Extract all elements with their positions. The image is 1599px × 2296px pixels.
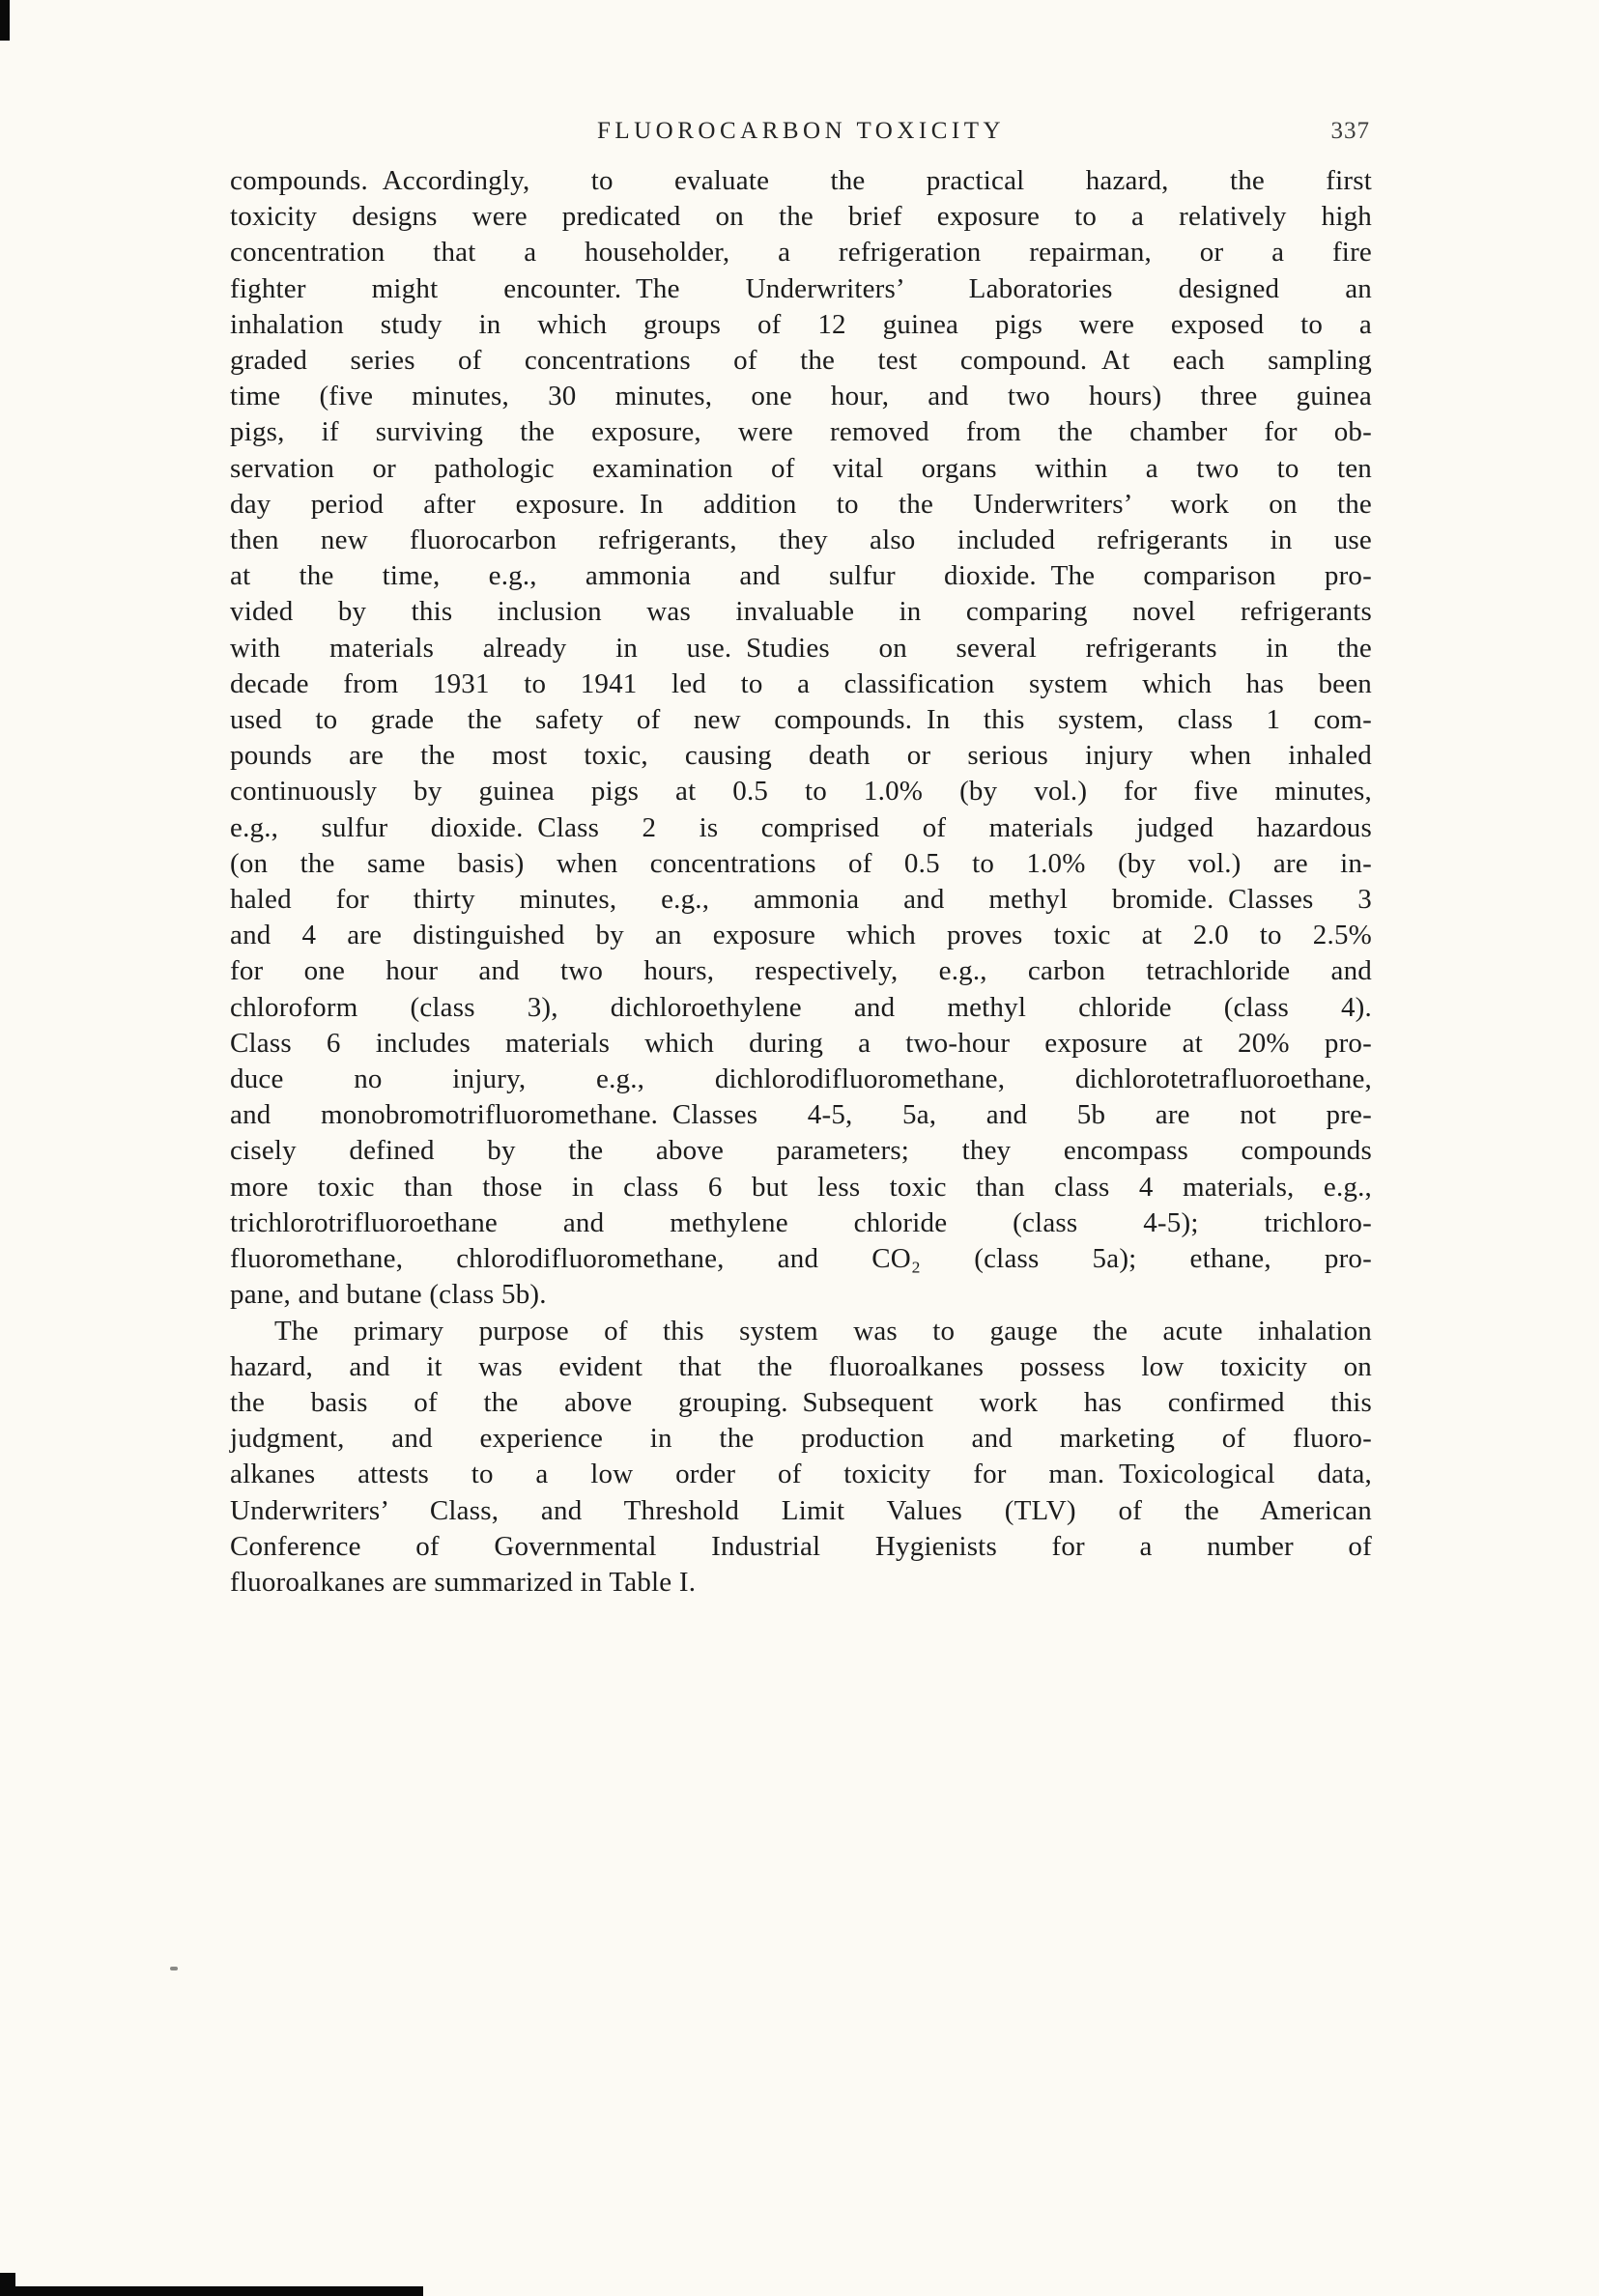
text-line: the basis of the above grouping. Subsequent work has confirmed this	[230, 1386, 1372, 1418]
scan-artifact-bottom-strip	[0, 2286, 423, 2296]
text-line: pounds are the most toxic, causing death or serious injury when inhaled	[230, 740, 1372, 772]
text-line: alkanes attests to a low order of toxicity for man. Toxicological data,	[230, 1459, 1372, 1490]
text-line: and monobromotrifluoromethane. Classes 4-5, 5a, and 5b are not pre-	[230, 1099, 1372, 1131]
text-line: pane, and butane (class 5b).	[230, 1279, 547, 1311]
text-line: concentration that a householder, a refrigeration repairman, or a fire	[230, 237, 1372, 269]
text-line: pigs, if surviving the exposure, were removed from the chamber for ob-	[230, 416, 1372, 448]
text-line: continuously by guinea pigs at 0.5 to 1.0% (by vol.) for five minutes,	[230, 776, 1372, 808]
running-title: FLUOROCARBON TOXICITY	[596, 118, 1006, 144]
text-line: toxicity designs were predicated on the brief exposure to a relatively high	[230, 201, 1372, 233]
text-line: Class 6 includes materials which during a two-hour exposure at 20% pro-	[230, 1027, 1372, 1059]
text-line: hazard, and it was evident that the fluoroalkanes possess low toxicity on	[230, 1350, 1372, 1382]
text-line: vided by this inclusion was invaluable in comparing novel refrigerants	[230, 596, 1372, 628]
scan-artifact-bottom-corner	[0, 2273, 15, 2296]
text-line: inhalation study in which groups of 12 guinea pigs were exposed to a	[230, 308, 1372, 340]
text-line: fluoroalkanes are summarized in Table I.	[230, 1566, 697, 1598]
text-line: fluoromethane, chlorodifluoromethane, and CO₂ (class 5a); ethane, pro-	[230, 1243, 1372, 1275]
text-line: time (five minutes, 30 minutes, one hour, and two hours) three guinea	[230, 381, 1372, 412]
text-line: trichlorotrifluoroethane and methylene chloride (class 4-5); trichloro-	[230, 1206, 1372, 1238]
body-text	[230, 163, 1372, 1601]
text-line: The primary purpose of this system was to gauge the acute inhalation	[274, 1315, 1372, 1346]
page-header	[230, 118, 1372, 153]
scan-speck	[170, 1967, 178, 1970]
text-line: day period after exposure. In addition to the Underwriters’ work on the	[230, 488, 1372, 520]
text-line: chloroform (class 3), dichloroethylene and methyl chloride (class 4).	[230, 991, 1372, 1023]
text-line: duce no injury, e.g., dichlorodifluoromethane, dichlorotetrafluoroethane,	[230, 1063, 1372, 1095]
text-line: Conference of Governmental Industrial Hygienists for a number of	[230, 1530, 1372, 1562]
text-line: Underwriters’ Class, and Threshold Limit Values (TLV) of the American	[230, 1494, 1372, 1526]
text-line: compounds. Accordingly, to evaluate the practical hazard, the first	[230, 165, 1372, 196]
text-line: and 4 are distinguished by an exposure which proves toxic at 2.0 to 2.5%	[230, 920, 1372, 951]
text-line: judgment, and experience in the production and marketing of fluoro-	[230, 1423, 1372, 1455]
scan-artifact-top-left	[0, 0, 10, 41]
text-line: used to grade the safety of new compounds. In this system, class 1 com-	[230, 704, 1372, 736]
text-line: haled for thirty minutes, e.g., ammonia and methyl bromide. Classes 3	[230, 884, 1372, 916]
text-line: servation or pathologic examination of vital organs within a two to ten	[230, 452, 1372, 484]
text-line: graded series of concentrations of the test compound. At each sampling	[230, 345, 1372, 377]
text-line: for one hour and two hours, respectively, e.g., carbon tetrachloride and	[230, 955, 1372, 987]
text-line: at the time, e.g., ammonia and sulfur dioxide. The comparison pro-	[230, 560, 1372, 592]
text-line: e.g., sulfur dioxide. Class 2 is comprised of materials judged hazardous	[230, 811, 1372, 843]
text-line: fighter might encounter. The Underwriters’ Laboratories designed an	[230, 272, 1372, 304]
text-line: cisely defined by the above parameters; they encompass compounds	[230, 1135, 1372, 1167]
text-line: more toxic than those in class 6 but less toxic than class 4 materials, e.g.,	[230, 1171, 1372, 1203]
text-line: decade from 1931 to 1941 led to a classification system which has been	[230, 667, 1372, 699]
page-number: 337	[1330, 118, 1370, 144]
text-line: then new fluorocarbon refrigerants, they also included refrigerants in use	[230, 524, 1372, 556]
text-line: with materials already in use. Studies on several refrigerants in the	[230, 632, 1372, 664]
text-line: (on the same basis) when concentrations of 0.5 to 1.0% (by vol.) are in-	[230, 847, 1372, 879]
